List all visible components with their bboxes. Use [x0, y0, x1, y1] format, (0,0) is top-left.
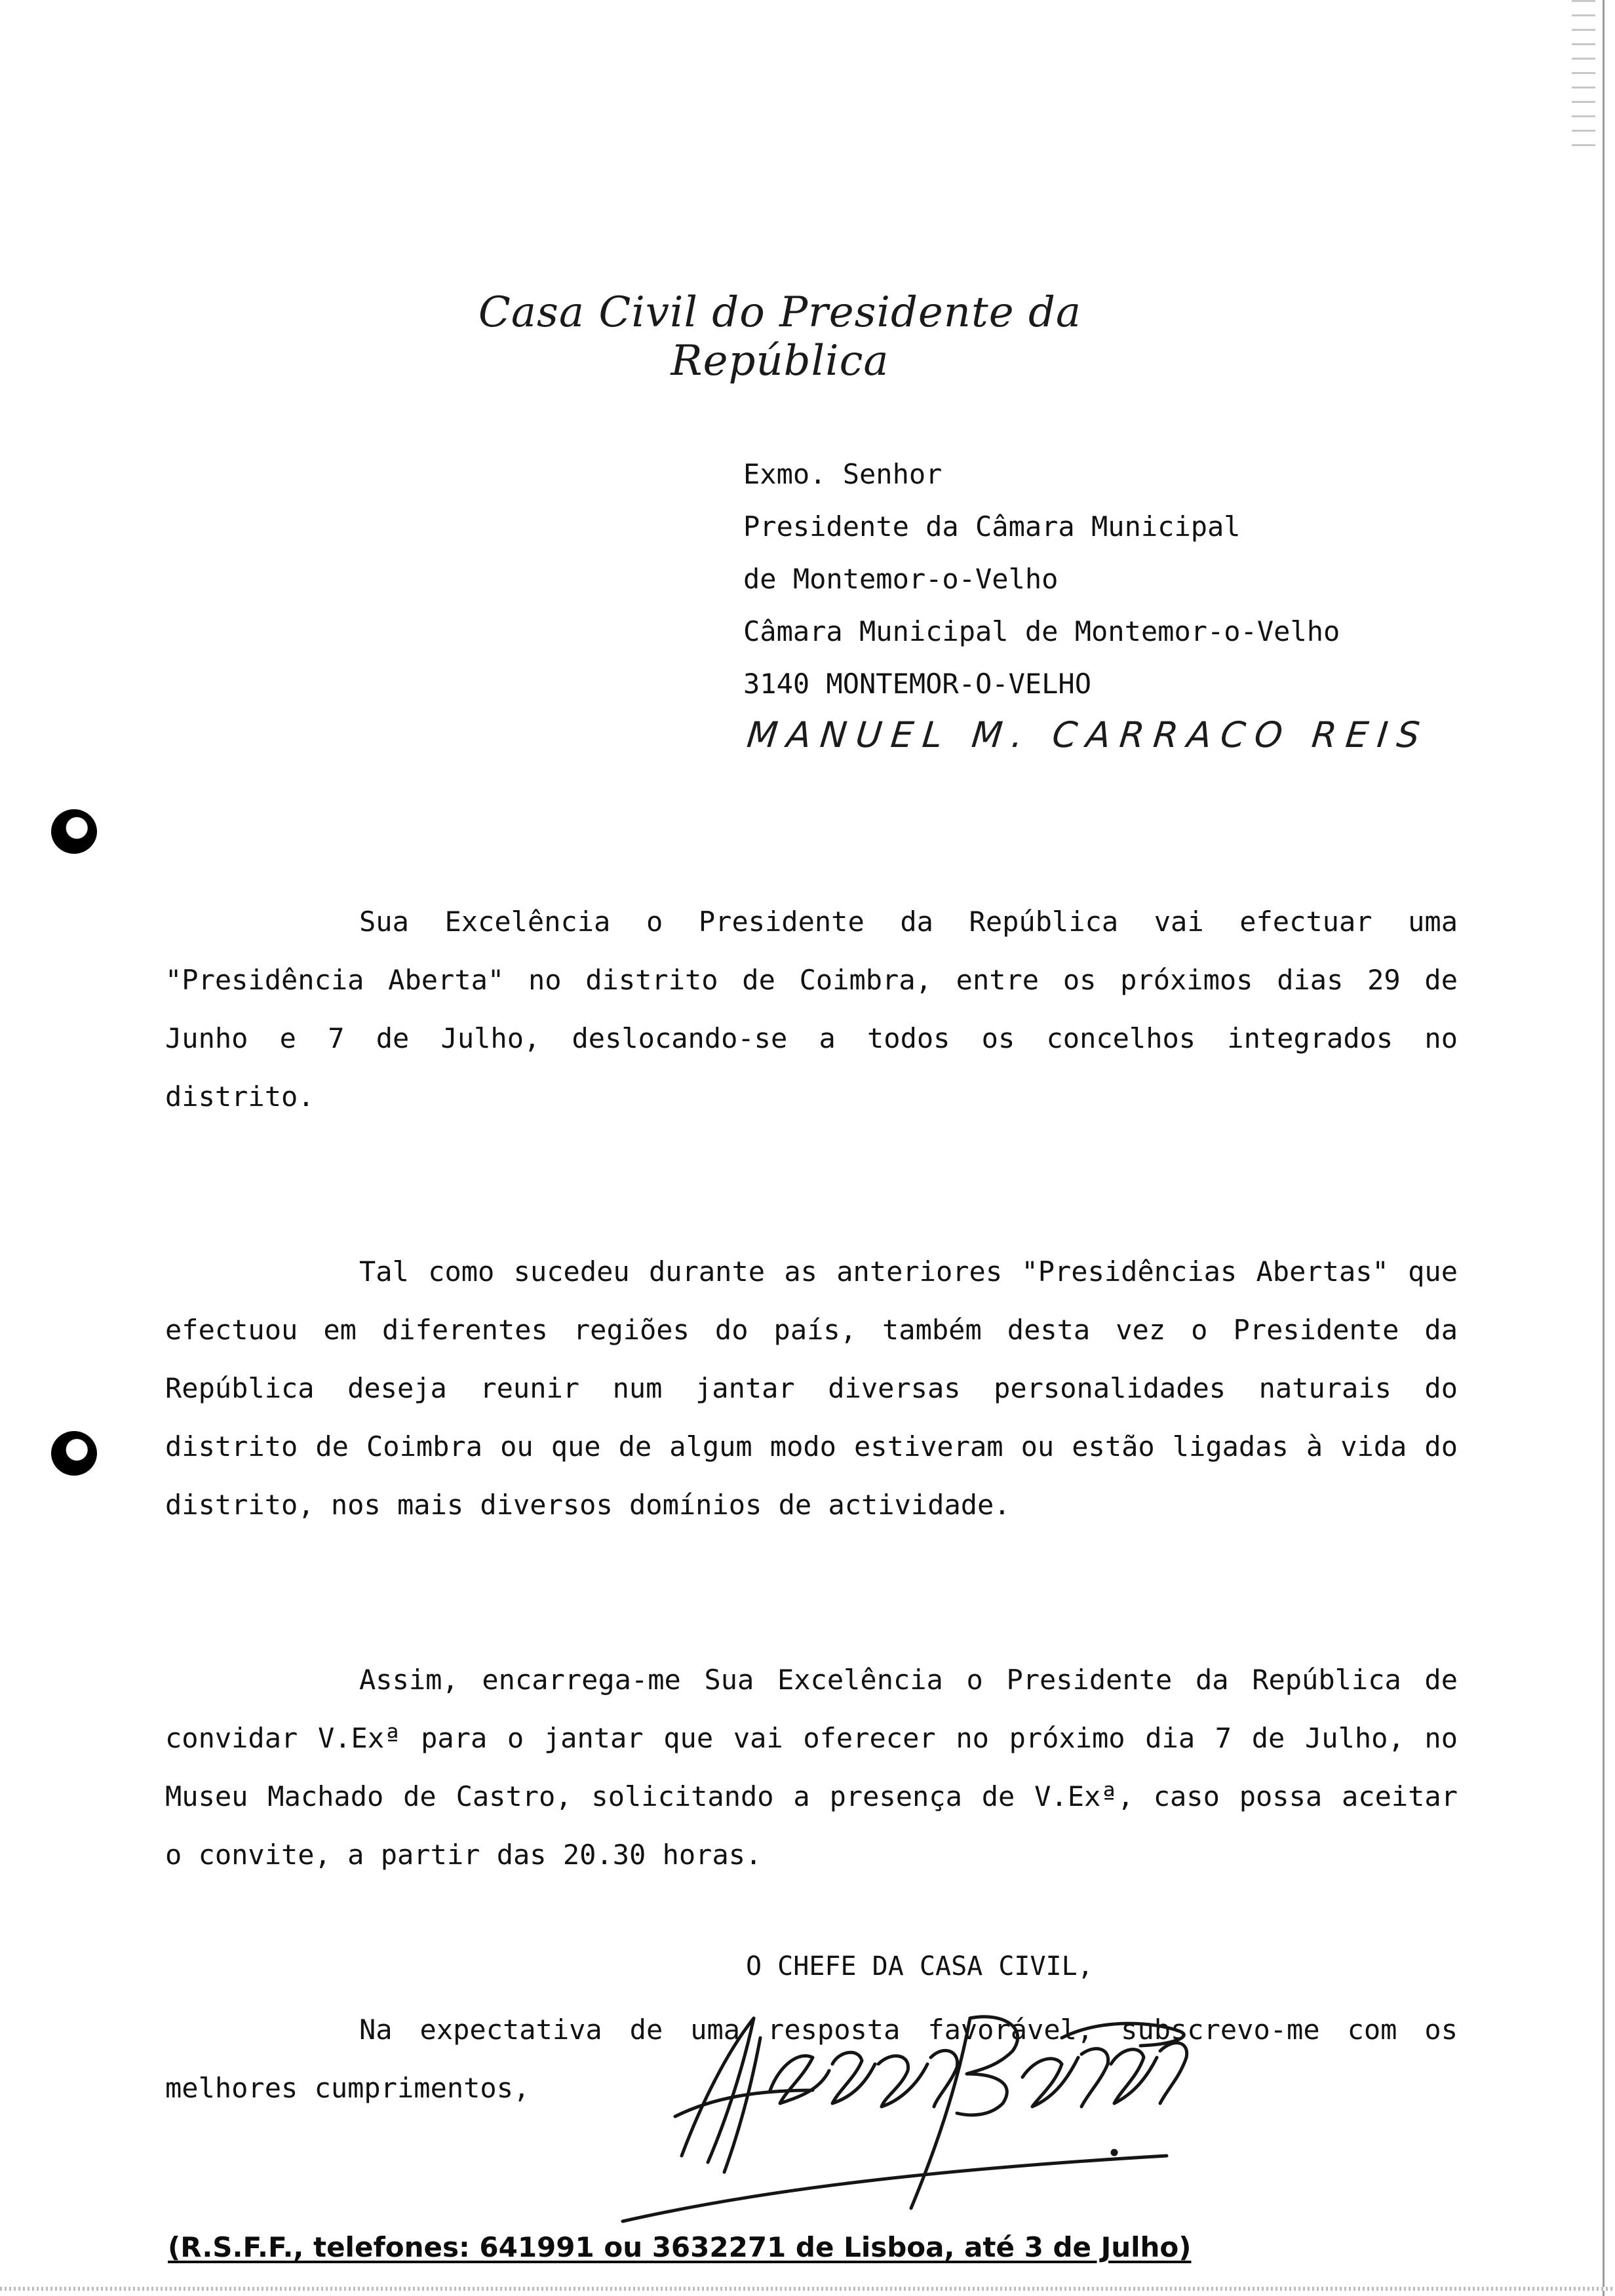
page-edge	[0, 2287, 1615, 2291]
punch-hole	[51, 809, 97, 854]
recipient-line: Presidente da Câmara Municipal	[743, 510, 1241, 543]
handwritten-recipient-name: MANUEL M. CARRACO REIS	[745, 714, 1431, 756]
recipient-line: de Montemor-o-Velho	[743, 563, 1059, 595]
footer-contact-note: (R.S.F.F., telefones: 641991 ou 3632271 de Lisboa, até 3 de Julho)	[168, 2231, 1192, 2263]
scan-artifact	[1572, 0, 1595, 157]
paragraph: Tal como sucedeu durante as anteriores "Presidências Abertas" que efectuou em diferentes regiões do país, também desta vez o Presidente da República deseja reunir num jantar diversas personalidades naturais do distrito de Coimbra ou que de algum modo estiveram ou estão ligadas à vida do distrito, nos mais diversos domínios de actividade.	[165, 1255, 1458, 1521]
letter-body	[165, 892, 1458, 2117]
paragraph: Sua Excelência o Presidente da República vai efectuar uma "Presidência Aberta" no distrito de Coimbra, entre os próximos dias 29 de Junho e 7 de Julho, deslocando-se a todos os concelhos integrados no distrito.	[165, 906, 1458, 1113]
recipient-line: 3140 MONTEMOR-O-VELHO	[743, 668, 1092, 700]
letterhead: Casa Civil do Presidente da República	[478, 288, 1082, 385]
recipient-address	[743, 448, 1464, 710]
paragraph: Assim, encarrega-me Sua Excelência o Presidente da República de convidar V.Exª para o jantar que vai oferecer no próximo dia 7 de Julho, no Museu Machado de Castro, solicitando a presença de V.Exª, caso possa aceitar o convite, a partir das 20.30 horas.	[165, 1664, 1458, 1871]
closing-title: O CHEFE DA CASA CIVIL,	[746, 1951, 1093, 1981]
page-edge	[1603, 0, 1605, 2296]
recipient-line: Câmara Municipal de Montemor-o-Velho	[743, 615, 1340, 647]
signature	[603, 1992, 1232, 2228]
punch-hole	[51, 1431, 97, 1476]
paragraph: Na expectativa de uma resposta favorável, subscrevo-me com os melhores cumprimentos,	[165, 2014, 1458, 2104]
recipient-line: Exmo. Senhor	[743, 458, 943, 490]
